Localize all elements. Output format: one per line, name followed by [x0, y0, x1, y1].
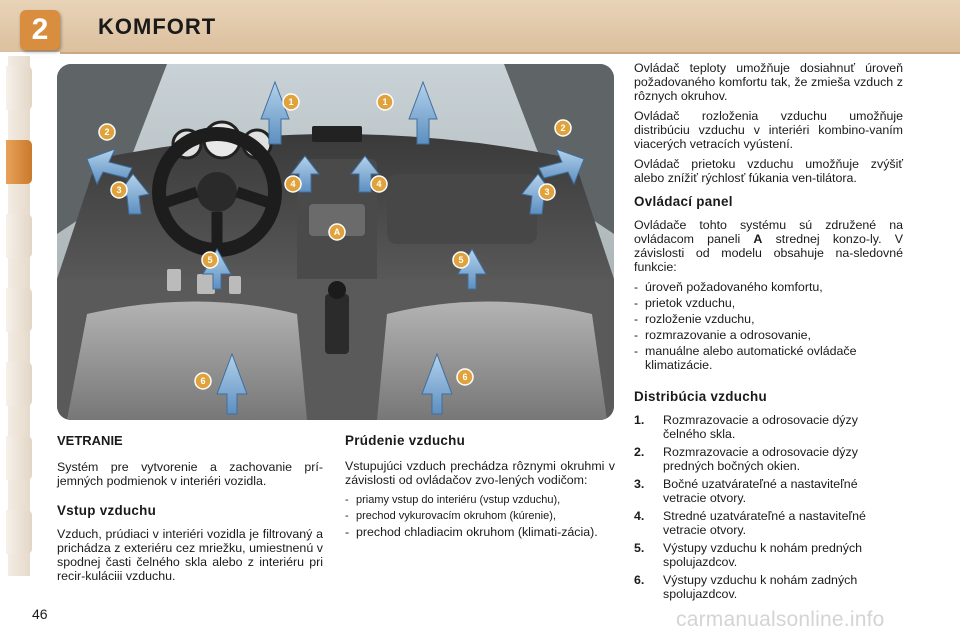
distribution-control-text: Ovládač rozloženia vzduchu umožňuje distribúciu vzduchu v interiéri kombino-vaním viacerých vetracích vyústení. [634, 109, 903, 151]
svg-text:2: 2 [560, 123, 566, 133]
svg-text:1: 1 [382, 97, 388, 107]
chapter-tab-2-active[interactable] [6, 140, 32, 184]
flow-control-text: Ovládač prietoku vzduchu umožňuje zvýšiť alebo znížiť rýchlosť fúkania ven-tilátora. [634, 157, 903, 185]
section-heading-vetranie: VETRANIE [57, 433, 123, 448]
callout-marker [283, 94, 299, 110]
subheading-airflow: Prúdenie vzduchu [345, 433, 466, 448]
air-distribution-list [634, 413, 903, 601]
list-item: - úroveň požadovaného komfortu, [634, 280, 903, 294]
chapter-tab-4[interactable] [6, 288, 32, 332]
chapter-tab-1[interactable] [6, 66, 32, 110]
glovebox [387, 174, 537, 244]
callout-marker [457, 369, 473, 385]
list-item: - priamy vstup do interiéru (vstup vzduchu), [345, 493, 615, 507]
chapter-tab-7[interactable] [6, 510, 32, 554]
callout-marker [329, 224, 345, 240]
airflow-column [345, 434, 615, 541]
list-item: - prechod chladiacim okruhom (klimati-zácia). [345, 525, 615, 539]
svg-text:3: 3 [544, 187, 550, 197]
chapter-tab-6[interactable] [6, 436, 32, 480]
center-display [312, 126, 362, 142]
gear-shifter [325, 281, 349, 354]
callout-marker [371, 176, 387, 192]
callout-marker [555, 120, 571, 136]
list-item: - rozmrazovanie a odrosovanie, [634, 328, 903, 342]
ventilation-intro-column [57, 434, 323, 589]
panel-a-marker: A [753, 232, 763, 246]
chapter-title: KOMFORT [98, 14, 217, 39]
callout-marker [453, 252, 469, 268]
air-intake-text: Vzduch, prúdiaci v interiéri vozidla je filtrovaný a prichádza z exteriéru cez mriežku, umiestnenú v spodnej časti čelného skla alebo z interiéru pri recir-kuláciii vzduchu. [57, 527, 323, 583]
page-number: 46 [32, 606, 48, 622]
list-item: - prietok vzduchu, [634, 296, 903, 310]
list-item: - manuálne alebo automatické ovládače klimatizácie. [634, 344, 903, 372]
airflow-circuit-list [345, 493, 615, 539]
ventilation-intro-text: Systém pre vytvorenie a zachovanie prí-jemných podmienok v interiéri vozidla. [57, 460, 323, 488]
svg-text:4: 4 [376, 179, 382, 189]
list-item: - prechod vykurovacím okruhom (kúrenie), [345, 509, 615, 523]
list-item: 2. Rozmrazovacie a odrosovacie dýzy predných bočných okien. [634, 445, 858, 473]
callout-marker [202, 252, 218, 268]
callout-marker [285, 176, 301, 192]
list-item: 3. Bočné uzatvárateľné a nastaviteľné vetracie otvory. [634, 477, 858, 505]
control-panel-functions-list [634, 280, 903, 372]
passenger-seat [377, 302, 607, 421]
chapter-tab-3[interactable] [6, 214, 32, 258]
svg-text:5: 5 [458, 255, 464, 265]
svg-text:6: 6 [200, 376, 206, 386]
subheading-control-panel: Ovládací panel [634, 194, 733, 209]
car-interior-airflow-illustration [57, 64, 614, 420]
header-divider [60, 52, 960, 54]
svg-text:4: 4 [290, 179, 296, 189]
list-item: 4. Stredné uzatvárateľné a nastaviteľné vetracie otvory. [634, 509, 866, 537]
callout-marker [99, 124, 115, 140]
list-item: 1. Rozmrazovacie a odrosovacie dýzy čelného skla. [634, 413, 858, 441]
chapter-tab-5[interactable] [6, 362, 32, 406]
svg-text:5: 5 [207, 255, 213, 265]
svg-text:2: 2 [104, 127, 110, 137]
callout-marker [539, 184, 555, 200]
svg-text:3: 3 [116, 185, 122, 195]
driver-seat [67, 302, 307, 421]
callout-marker [111, 182, 127, 198]
svg-text:1: 1 [288, 97, 294, 107]
svg-text:6: 6 [462, 372, 468, 382]
controls-column [634, 61, 903, 605]
subheading-air-distribution: Distribúcia vzduchu [634, 389, 767, 404]
subheading-air-intake: Vstup vzduchu [57, 503, 157, 518]
airflow-text: Vstupujúci vzduch prechádza rôznymi okruhmi v závislosti od ovládačov zvo-lených vodičom: [345, 459, 615, 487]
list-item: 5. Výstupy vzduchu k nohám predných spolujazdcov. [634, 541, 863, 569]
temperature-control-text: Ovládač teploty umožňuje dosiahnuť úroveň požadovaného komfortu tak, že zmieša vzduch z rôznych okruhov. [634, 61, 903, 103]
list-item: - rozloženie vzduchu, [634, 312, 903, 326]
callout-marker [377, 94, 393, 110]
site-watermark: carmanualsonline.info [676, 608, 885, 631]
control-panel-text: Ovládače tohto systému sú združené na ovládacom paneli A strednej konzo-ly. V závislosti od modelu obsahuje na-sledovné funkcie: [634, 218, 903, 274]
list-item: 6. Výstupy vzduchu k nohám zadných spolujazdcov. [634, 573, 858, 601]
callout-marker [195, 373, 211, 389]
svg-text:A: A [333, 227, 341, 237]
chapter-number-badge: 2 [20, 10, 60, 50]
